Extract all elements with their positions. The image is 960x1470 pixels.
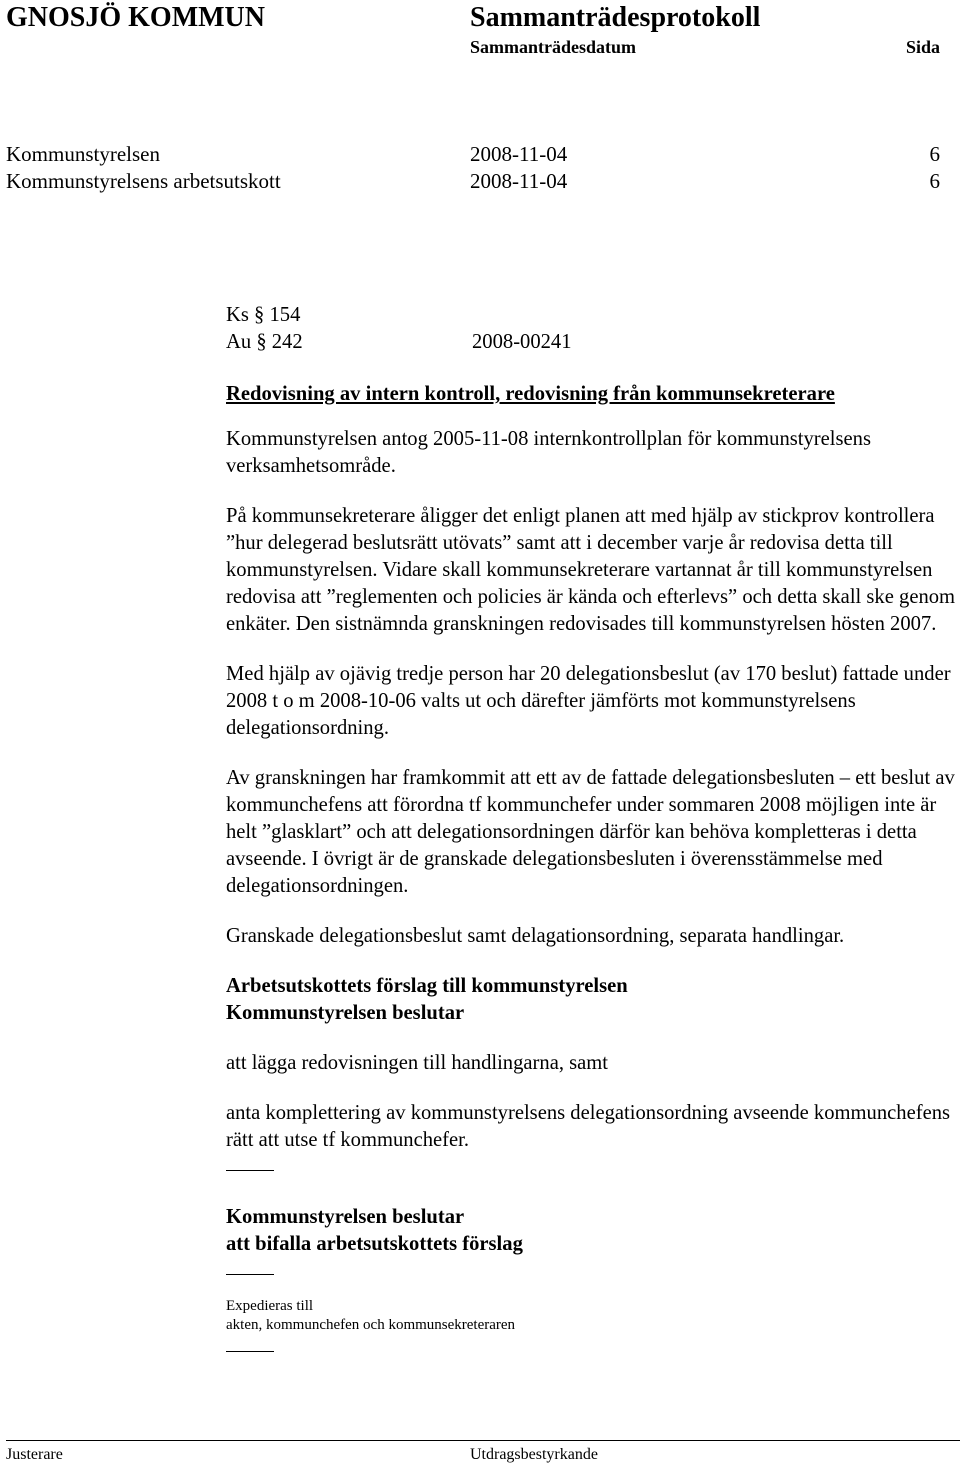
case-references: [226, 302, 956, 356]
page-number: 6: [929, 169, 940, 193]
page-number: 6: [929, 142, 940, 166]
decision-text: att bifalla arbetsutskottets förslag: [226, 1233, 523, 1255]
distribution-recipients: akten, kommunchefen och kommunsekreteraren: [226, 1317, 516, 1333]
au-reference-line: [226, 329, 956, 356]
case-title: Redovisning av intern kontroll, redovisning från kommunsekreterare: [226, 383, 835, 405]
paragraph: Av granskningen har framkommit att ett av de fattade delegationsbesluten – ett beslut av kommunchefens att förordna tf kommunchefer under sommaren 2008 möjligen inte är helt ”glasklart” och att delegationsordningen därför kan behöva kompletteras i detta avseende. I övrigt är de granskade delegationsbesluten i överensstämmelse med delegationsordningen.: [226, 767, 955, 897]
paragraph: På kommunsekreterare åligger det enligt planen att med hjälp av stickprov kontrollera ”hur delegerad beslutsrätt utövats” samt att i december varje år redovisa detta till kommunstyrelsen. Vidare skall kommunsekreterare vartannat år till kommunstyrelsen redovisa att ”reglementen och policies är kända och efterlevs” och detta skall ske genom enkäter. Den sistnämnda granskningen redovisades till kommunstyrelsen hösten 2007.: [226, 505, 956, 635]
footer-utdragsbestyrkande: Utdragsbestyrkande: [470, 1446, 598, 1463]
paragraph: Med hjälp av ojävig tredje person har 20 delegationsbeslut (av 170 beslut) fattade under 2008 t o m 2008-10-06 valts ut och därefter jämförts mot kommunstyrelsens delegationsordning.: [226, 663, 951, 739]
ks-reference: Ks § 154: [226, 304, 301, 326]
meeting-date: 2008-11-04: [470, 169, 568, 193]
protocol-body: [226, 302, 956, 1352]
proposal-item: anta komplettering av kommunstyrelsens delegationsordning avseende kommunchefens rätt att utse tf kommunchefer.: [226, 1102, 951, 1151]
proposal-item: att lägga redovisningen till handlingarna, samt: [226, 1052, 609, 1074]
divider: [226, 1274, 274, 1275]
paragraph: Granskade delegationsbeslut samt delagationsordning, separata handlingar.: [226, 925, 845, 947]
decision-heading: Kommunstyrelsen beslutar: [226, 1206, 465, 1228]
organization-name: GNOSJÖ KOMMUN: [6, 2, 265, 33]
meeting-date: 2008-11-04: [470, 142, 568, 166]
divider: [226, 1351, 274, 1352]
proposal-decides: Kommunstyrelsen beslutar: [226, 1002, 465, 1024]
proposal-heading: Arbetsutskottets förslag till kommunstyrelsen: [226, 975, 628, 997]
divider: [226, 1170, 274, 1171]
date-label: Sammanträdesdatum: [470, 37, 637, 57]
footer-rule: [6, 1440, 960, 1441]
body-name: Kommunstyrelsen: [6, 142, 160, 166]
page-label: Sida: [905, 37, 940, 57]
paragraph: Kommunstyrelsen antog 2005-11-08 internkontrollplan för kommunstyrelsens verksamhetsområde.: [226, 428, 871, 477]
footer-justerare: Justerare: [6, 1446, 63, 1463]
document-type: Sammanträdesprotokoll: [470, 2, 761, 33]
distribution-label: Expedieras till: [226, 1298, 314, 1314]
body-name: Kommunstyrelsens arbetsutskott: [6, 169, 281, 193]
au-reference: Au § 242: [226, 331, 303, 353]
diary-number: 2008-00241: [472, 331, 572, 353]
